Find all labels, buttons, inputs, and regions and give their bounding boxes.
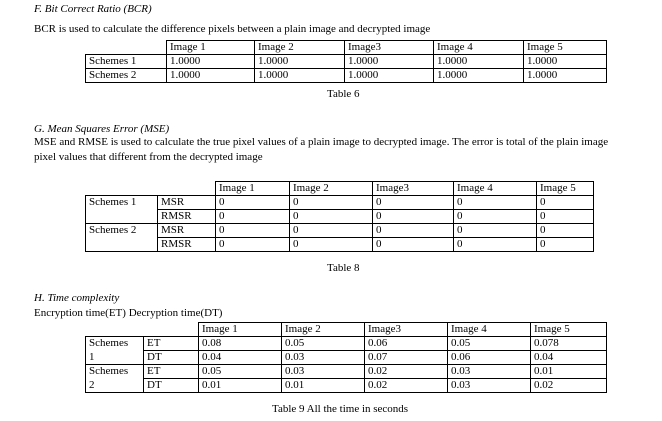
row-label: Schemes 2 <box>86 69 167 83</box>
header-cell <box>144 323 199 337</box>
header-cell: Image3 <box>373 182 454 196</box>
section-g-heading: G. Mean Squares Error (MSE) <box>34 123 170 135</box>
section-f-text: BCR is used to calculate the difference pixels between a plain image and decrypted image <box>34 23 431 35</box>
table-cell: 0 <box>373 196 454 210</box>
section-h-heading: H. Time complexity <box>34 292 120 304</box>
section-f-heading: F. Bit Correct Ratio (BCR) <box>34 3 152 15</box>
table-cell: 0 <box>537 210 594 224</box>
header-cell: Image3 <box>365 323 448 337</box>
table-9-caption: Table 9 All the time in seconds <box>272 403 409 415</box>
table-cell: 0.02 <box>531 379 607 393</box>
header-cell: Image 2 <box>290 182 373 196</box>
table-cell: 0.03 <box>282 365 365 379</box>
metric-cell: MSR <box>158 224 216 238</box>
table-cell: 0 <box>454 224 537 238</box>
table-cell: 0.05 <box>448 337 531 351</box>
header-cell: Image 4 <box>434 41 524 55</box>
table-cell: 1.0000 <box>524 69 607 83</box>
table-row <box>86 224 594 238</box>
row-label: Schemes <box>86 337 144 351</box>
table-cell: 0 <box>216 210 290 224</box>
header-cell <box>86 323 144 337</box>
header-cell: Image3 <box>345 41 434 55</box>
table-cell: 0.05 <box>199 365 282 379</box>
table-cell: 0 <box>216 224 290 238</box>
table-cell: 1.0000 <box>524 55 607 69</box>
metric-cell: DT <box>144 379 199 393</box>
table-cell: 0.078 <box>531 337 607 351</box>
table-cell: 0 <box>373 210 454 224</box>
table-cell: 0.02 <box>365 365 448 379</box>
row-label: Schemes 1 <box>86 55 167 69</box>
table-cell: 0.07 <box>365 351 448 365</box>
metric-cell: DT <box>144 351 199 365</box>
table-cell: 0 <box>537 196 594 210</box>
table-cell: 1.0000 <box>434 55 524 69</box>
section-h-text: Encryption time(ET) Decryption time(DT) <box>34 307 223 319</box>
metric-cell: ET <box>144 365 199 379</box>
header-cell: Image 1 <box>199 323 282 337</box>
table-cell: 0.08 <box>199 337 282 351</box>
section-g-text-2: pixel values that different from the decrypted image <box>34 151 263 163</box>
table-header-row <box>86 41 607 55</box>
table-row <box>86 196 594 210</box>
header-cell: Image 1 <box>167 41 255 55</box>
table-cell: 0.01 <box>199 379 282 393</box>
metric-cell: ET <box>144 337 199 351</box>
header-cell: Image 5 <box>531 323 607 337</box>
table-cell: 0.05 <box>282 337 365 351</box>
table-cell: 1.0000 <box>255 55 345 69</box>
table-cell: 0.04 <box>531 351 607 365</box>
header-cell <box>86 41 167 55</box>
table-cell: 0 <box>454 210 537 224</box>
header-cell: Image 4 <box>454 182 537 196</box>
table-row <box>86 69 607 83</box>
table-cell: 0 <box>290 238 373 252</box>
table-cell: 0 <box>537 238 594 252</box>
table-cell: 0 <box>290 224 373 238</box>
table-row <box>86 238 594 252</box>
header-cell: Image 5 <box>537 182 594 196</box>
table-cell: 0.06 <box>365 337 448 351</box>
table-cell: 0 <box>454 196 537 210</box>
table-9 <box>85 322 607 393</box>
table-8-caption: Table 8 <box>327 262 360 274</box>
table-8 <box>85 181 594 252</box>
header-cell: Image 2 <box>255 41 345 55</box>
table-header-row <box>86 182 594 196</box>
metric-cell: MSR <box>158 196 216 210</box>
table-cell: 0.01 <box>282 379 365 393</box>
table-cell: 0 <box>216 196 290 210</box>
table-cell: 1.0000 <box>345 55 434 69</box>
table-cell: 1.0000 <box>167 55 255 69</box>
row-label: Schemes 2 <box>86 224 158 252</box>
table-cell: 0.03 <box>448 365 531 379</box>
section-g-text-1: MSE and RMSE is used to calculate the true pixel values of a plain image to decrypted image. The error is total of the plain image <box>34 136 609 148</box>
table-cell: 1.0000 <box>167 69 255 83</box>
header-cell: Image 5 <box>524 41 607 55</box>
table-row <box>86 379 607 393</box>
table-cell: 0.03 <box>448 379 531 393</box>
table-row <box>86 55 607 69</box>
table-cell: 0.04 <box>199 351 282 365</box>
table-cell: 0 <box>290 196 373 210</box>
table-cell: 0.02 <box>365 379 448 393</box>
table-6-caption: Table 6 <box>327 88 360 100</box>
table-cell: 1.0000 <box>345 69 434 83</box>
table-row <box>86 337 607 351</box>
row-label: 1 <box>86 351 144 365</box>
metric-cell: RMSR <box>158 210 216 224</box>
table-row <box>86 210 594 224</box>
table-cell: 0.01 <box>531 365 607 379</box>
table-cell: 0 <box>373 224 454 238</box>
table-cell: 0.06 <box>448 351 531 365</box>
header-cell: Image 2 <box>282 323 365 337</box>
table-6 <box>85 40 607 83</box>
table-cell: 0 <box>290 210 373 224</box>
header-cell: Image 1 <box>216 182 290 196</box>
table-row <box>86 351 607 365</box>
table-cell: 0 <box>537 224 594 238</box>
table-cell: 1.0000 <box>255 69 345 83</box>
table-cell: 0 <box>373 238 454 252</box>
table-row <box>86 365 607 379</box>
row-label: 2 <box>86 379 144 393</box>
table-cell: 1.0000 <box>434 69 524 83</box>
metric-cell: RMSR <box>158 238 216 252</box>
header-cell <box>86 182 158 196</box>
header-cell <box>158 182 216 196</box>
table-cell: 0.03 <box>282 351 365 365</box>
row-label: Schemes <box>86 365 144 379</box>
row-label: Schemes 1 <box>86 196 158 224</box>
header-cell: Image 4 <box>448 323 531 337</box>
table-header-row <box>86 323 607 337</box>
table-cell: 0 <box>454 238 537 252</box>
table-cell: 0 <box>216 238 290 252</box>
